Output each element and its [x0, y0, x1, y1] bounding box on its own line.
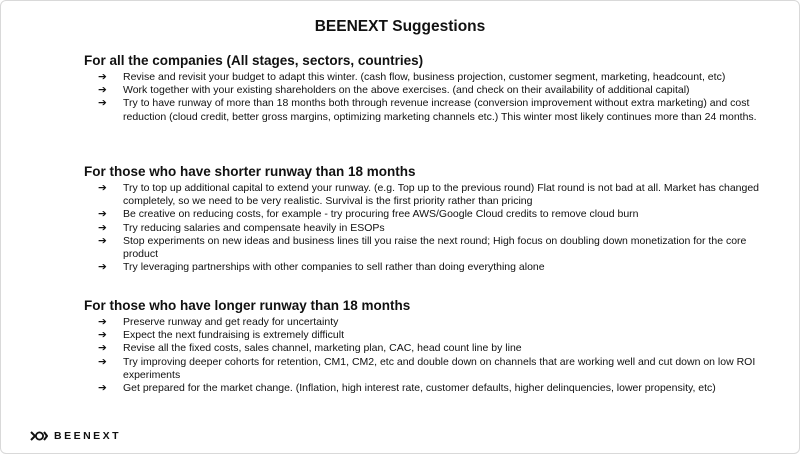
bullet-list — [84, 316, 774, 395]
footer-logo — [30, 430, 121, 442]
section-heading: For those who have longer runway than 18 months — [84, 298, 411, 313]
arrow-bullet-icon: ➔ — [98, 84, 107, 97]
list-item: ➔ Get prepared for the market change. (Inflation, high interest rate, customer defaults, higher delinquencies, lower propensity, etc) — [98, 382, 716, 395]
list-item: ➔ Revise and revisit your budget to adapt this winter. (cash flow, business projection, customer segment, marketing, headcount, etc) — [98, 71, 726, 83]
list-item: ➔ Preserve runway and get ready for uncertainty — [98, 316, 339, 328]
bullet-list — [84, 71, 774, 124]
arrow-bullet-icon: ➔ — [98, 329, 107, 342]
section-heading: For all the companies (All stages, sectors, countries) — [84, 53, 424, 68]
list-item: ➔ Try improving deeper cohorts for retention, CM1, CM2, etc and double down on channels that are working well and cut down on low ROI experiments — [98, 355, 756, 381]
section-heading: For those who have shorter runway than 18 months — [84, 164, 416, 179]
list-item: ➔ Try leveraging partnerships with other companies to sell rather than doing everything alone — [98, 261, 545, 274]
list-item: ➔ Try to top up additional capital to extend your runway. (e.g. Top up to the previous round) Flat round is not bad at all. Market has changed completely, so we need to be very realistic. Survival is the first priority rather than pricing — [98, 182, 760, 208]
list-item: ➔ Be creative on reducing costs, for example - try procuring free AWS/Google Cloud credits to remove cloud burn — [98, 208, 639, 221]
arrow-bullet-icon: ➔ — [98, 316, 107, 328]
section-longer-runway — [84, 298, 774, 395]
arrow-bullet-icon: ➔ — [98, 182, 107, 194]
list-item: ➔ Revise all the fixed costs, sales channel, marketing plan, CAC, head count line by line — [98, 342, 522, 355]
arrow-bullet-icon: ➔ — [98, 342, 107, 355]
beenext-logo-icon — [30, 431, 48, 441]
section-all-companies — [84, 53, 774, 124]
arrow-bullet-icon: ➔ — [98, 221, 107, 234]
logo-text: BEENEXT — [54, 430, 122, 442]
list-item: ➔ Try to have runway of more than 18 months both through revenue increase (conversion improvement without extra marketing) and cost reduction (cloud credit, better gross margins, optimizing marketing channels etc.) This winter most likely continues more than 24 months. — [98, 97, 757, 123]
arrow-bullet-icon: ➔ — [98, 97, 107, 110]
arrow-bullet-icon: ➔ — [98, 234, 107, 247]
arrow-bullet-icon: ➔ — [98, 71, 107, 83]
section-shorter-runway — [84, 164, 774, 274]
slide-title: BEENEXT Suggestions — [314, 18, 486, 35]
list-item: ➔ Expect the next fundraising is extremely difficult — [98, 329, 344, 342]
bullet-list — [84, 182, 774, 274]
arrow-bullet-icon: ➔ — [98, 261, 107, 274]
list-item: ➔ Try reducing salaries and compensate heavily in ESOPs — [98, 221, 385, 234]
arrow-bullet-icon: ➔ — [98, 355, 107, 368]
list-item: ➔ Work together with your existing shareholders on the above exercises. (and check on their availability of additional capital) — [98, 84, 690, 97]
arrow-bullet-icon: ➔ — [98, 208, 107, 221]
arrow-bullet-icon: ➔ — [98, 382, 107, 395]
list-item: ➔ Stop experiments on new ideas and business lines till you raise the next round; High focus on doubling down monetization for the core product — [98, 234, 747, 261]
